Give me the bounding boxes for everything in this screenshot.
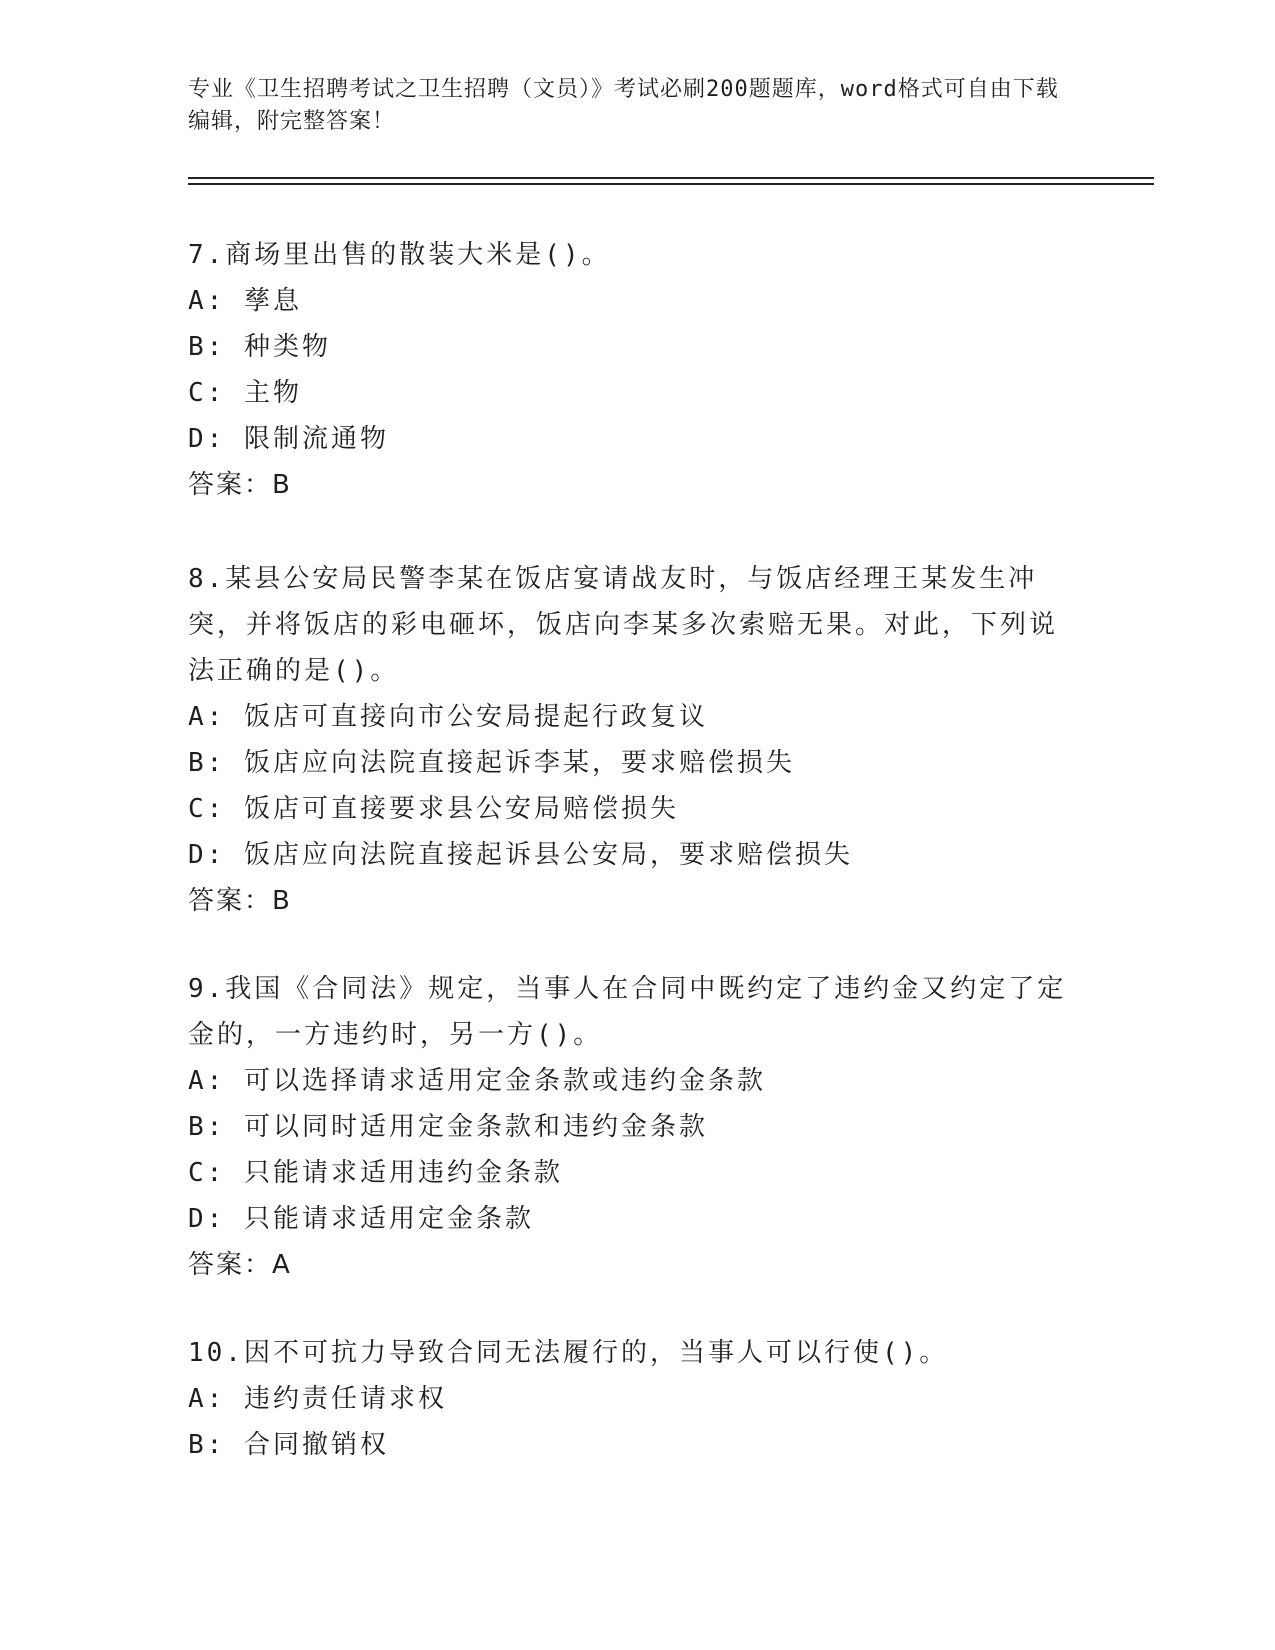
question-stem: 8.某县公安局民警李某在饭店宴请战友时，与饭店经理王某发生冲突，并将饭店的彩电砸坏，饭店向李某多次索赔无果。对此，下列说法正确的是()。 — [188, 564, 1059, 686]
option-d: D: 只能请求适用定金条款 — [188, 1204, 534, 1234]
option-a: A: 孳息 — [188, 286, 302, 316]
question-stem: 7.商场里出售的散装大米是()。 — [188, 240, 611, 270]
answer-line: 答案：B — [188, 470, 292, 500]
option-a: A: 饭店可直接向市公安局提起行政复议 — [188, 702, 708, 732]
question-9 — [188, 966, 1068, 1288]
option-c: C: 只能请求适用违约金条款 — [188, 1158, 563, 1188]
option-a: A: 可以选择请求适用定金条款或违约金条款 — [188, 1066, 766, 1096]
option-b: B: 可以同时适用定金条款和违约金条款 — [188, 1112, 708, 1142]
question-8 — [188, 556, 1068, 924]
question-stem: 9.我国《合同法》规定，当事人在合同中既约定了违约金又约定了定金的，一方违约时，另一方()。 — [188, 974, 1067, 1050]
option-c: C: 主物 — [188, 378, 302, 408]
document-header: 专业《卫生招聘考试之卫生招聘（文员）》考试必刷200题题库，word格式可自由下载编辑，附完整答案！ — [188, 77, 1059, 134]
header-divider-bottom — [188, 183, 1154, 185]
option-b: B: 饭店应向法院直接起诉李某，要求赔偿损失 — [188, 748, 795, 778]
option-c: C: 饭店可直接要求县公安局赔偿损失 — [188, 794, 679, 824]
question-10 — [188, 1330, 1068, 1468]
option-b: B: 种类物 — [188, 332, 331, 362]
option-b: B: 合同撤销权 — [188, 1430, 389, 1460]
answer-line: 答案：B — [188, 886, 292, 916]
option-a: A: 违约责任请求权 — [188, 1384, 447, 1414]
question-7 — [188, 232, 1068, 508]
option-d: D: 饭店应向法院直接起诉县公安局，要求赔偿损失 — [188, 840, 853, 870]
answer-line: 答案：A — [188, 1250, 292, 1280]
header-divider-top — [188, 177, 1154, 179]
question-stem: 10.因不可抗力导致合同无法履行的，当事人可以行使()。 — [188, 1338, 949, 1368]
option-d: D: 限制流通物 — [188, 424, 389, 454]
